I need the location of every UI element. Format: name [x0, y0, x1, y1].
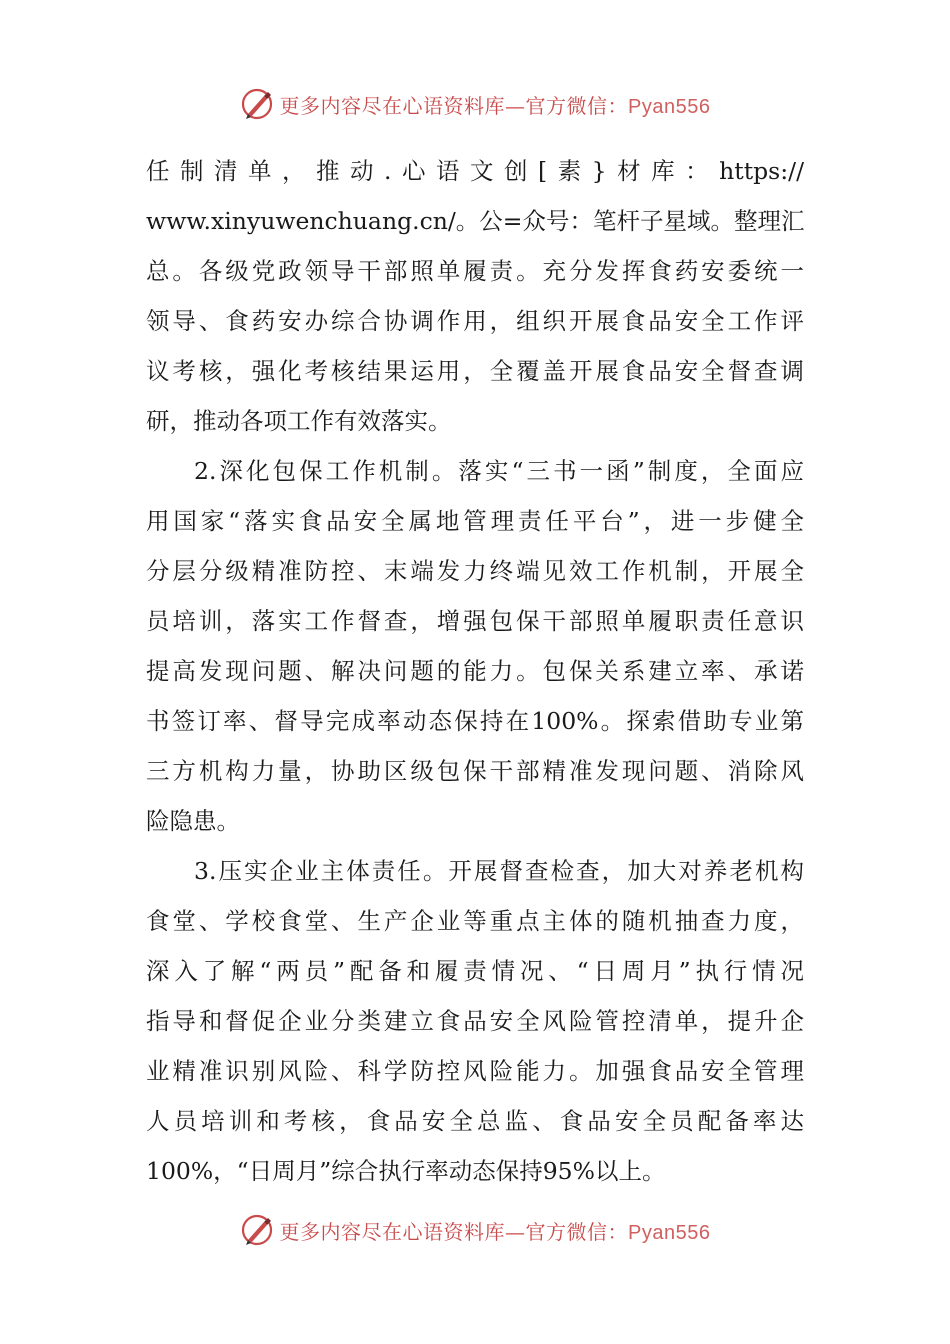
text-line: 指导和督促企业分类建立食品安全风险管控清单，提升企 — [146, 1007, 804, 1035]
pen-logo-icon — [240, 1213, 274, 1247]
text-line: 用国家“落实食品安全属地管理责任平台”，进一步健全 — [146, 507, 804, 535]
text-line: 议考核，强化考核结果运用，全覆盖开展食品安全督查调 — [146, 357, 804, 385]
pen-logo-icon — [240, 87, 274, 121]
footer-banner — [0, 1210, 950, 1250]
banner-handle: Pyan556 — [628, 95, 711, 118]
banner-text — [280, 1216, 711, 1245]
document-body — [146, 146, 804, 1196]
banner-handle: Pyan556 — [628, 1221, 711, 1244]
text-line: www.xinyuwenchuang.cn/。公=众号：笔杆子星域。整理汇 — [146, 207, 804, 235]
text-line: 任制清单，推动.心语文创[素}材库：https:// — [146, 157, 804, 185]
text-line: 提高发现问题、解决问题的能力。包保关系建立率、承诺 — [146, 657, 804, 685]
text-line: 深入了解“两员”配备和履责情况、“日周月”执行情况 — [146, 957, 804, 985]
text-line: 险隐患。 — [146, 807, 240, 835]
banner-label: 更多内容尽在心语资料库—官方微信： — [279, 1219, 629, 1244]
paragraph-start-line: 3.压实企业主体责任。开展督查检查，加大对养老机构 — [194, 857, 804, 885]
text-line: 书签订率、督导完成率动态保持在100%。探索借助专业第 — [146, 707, 804, 735]
header-banner — [0, 84, 950, 124]
text-line: 员培训，落实工作督查，增强包保干部照单履职责任意识 — [146, 607, 804, 635]
text-line: 100%，“日周月”综合执行率动态保持95%以上。 — [146, 1157, 666, 1185]
text-line: 食堂、学校食堂、生产企业等重点主体的随机抽查力度， — [146, 907, 804, 935]
text-line: 业精准识别风险、科学防控风险能力。加强食品安全管理 — [146, 1057, 804, 1085]
text-line: 分层分级精准防控、末端发力终端见效工作机制，开展全 — [146, 557, 804, 585]
paragraph-start-line: 2.深化包保工作机制。落实“三书一函”制度，全面应 — [194, 457, 804, 485]
text-line: 人员培训和考核，食品安全总监、食品安全员配备率达 — [146, 1107, 804, 1135]
banner-text — [280, 90, 711, 119]
text-line: 领导、食药安办综合协调作用，组织开展食品安全工作评 — [146, 307, 804, 335]
text-line: 研，推动各项工作有效落实。 — [146, 407, 452, 435]
text-line: 三方机构力量，协助区级包保干部精准发现问题、消除风 — [146, 757, 804, 785]
banner-label: 更多内容尽在心语资料库—官方微信： — [279, 93, 629, 118]
text-line: 总。各级党政领导干部照单履责。充分发挥食药安委统一 — [146, 257, 804, 285]
